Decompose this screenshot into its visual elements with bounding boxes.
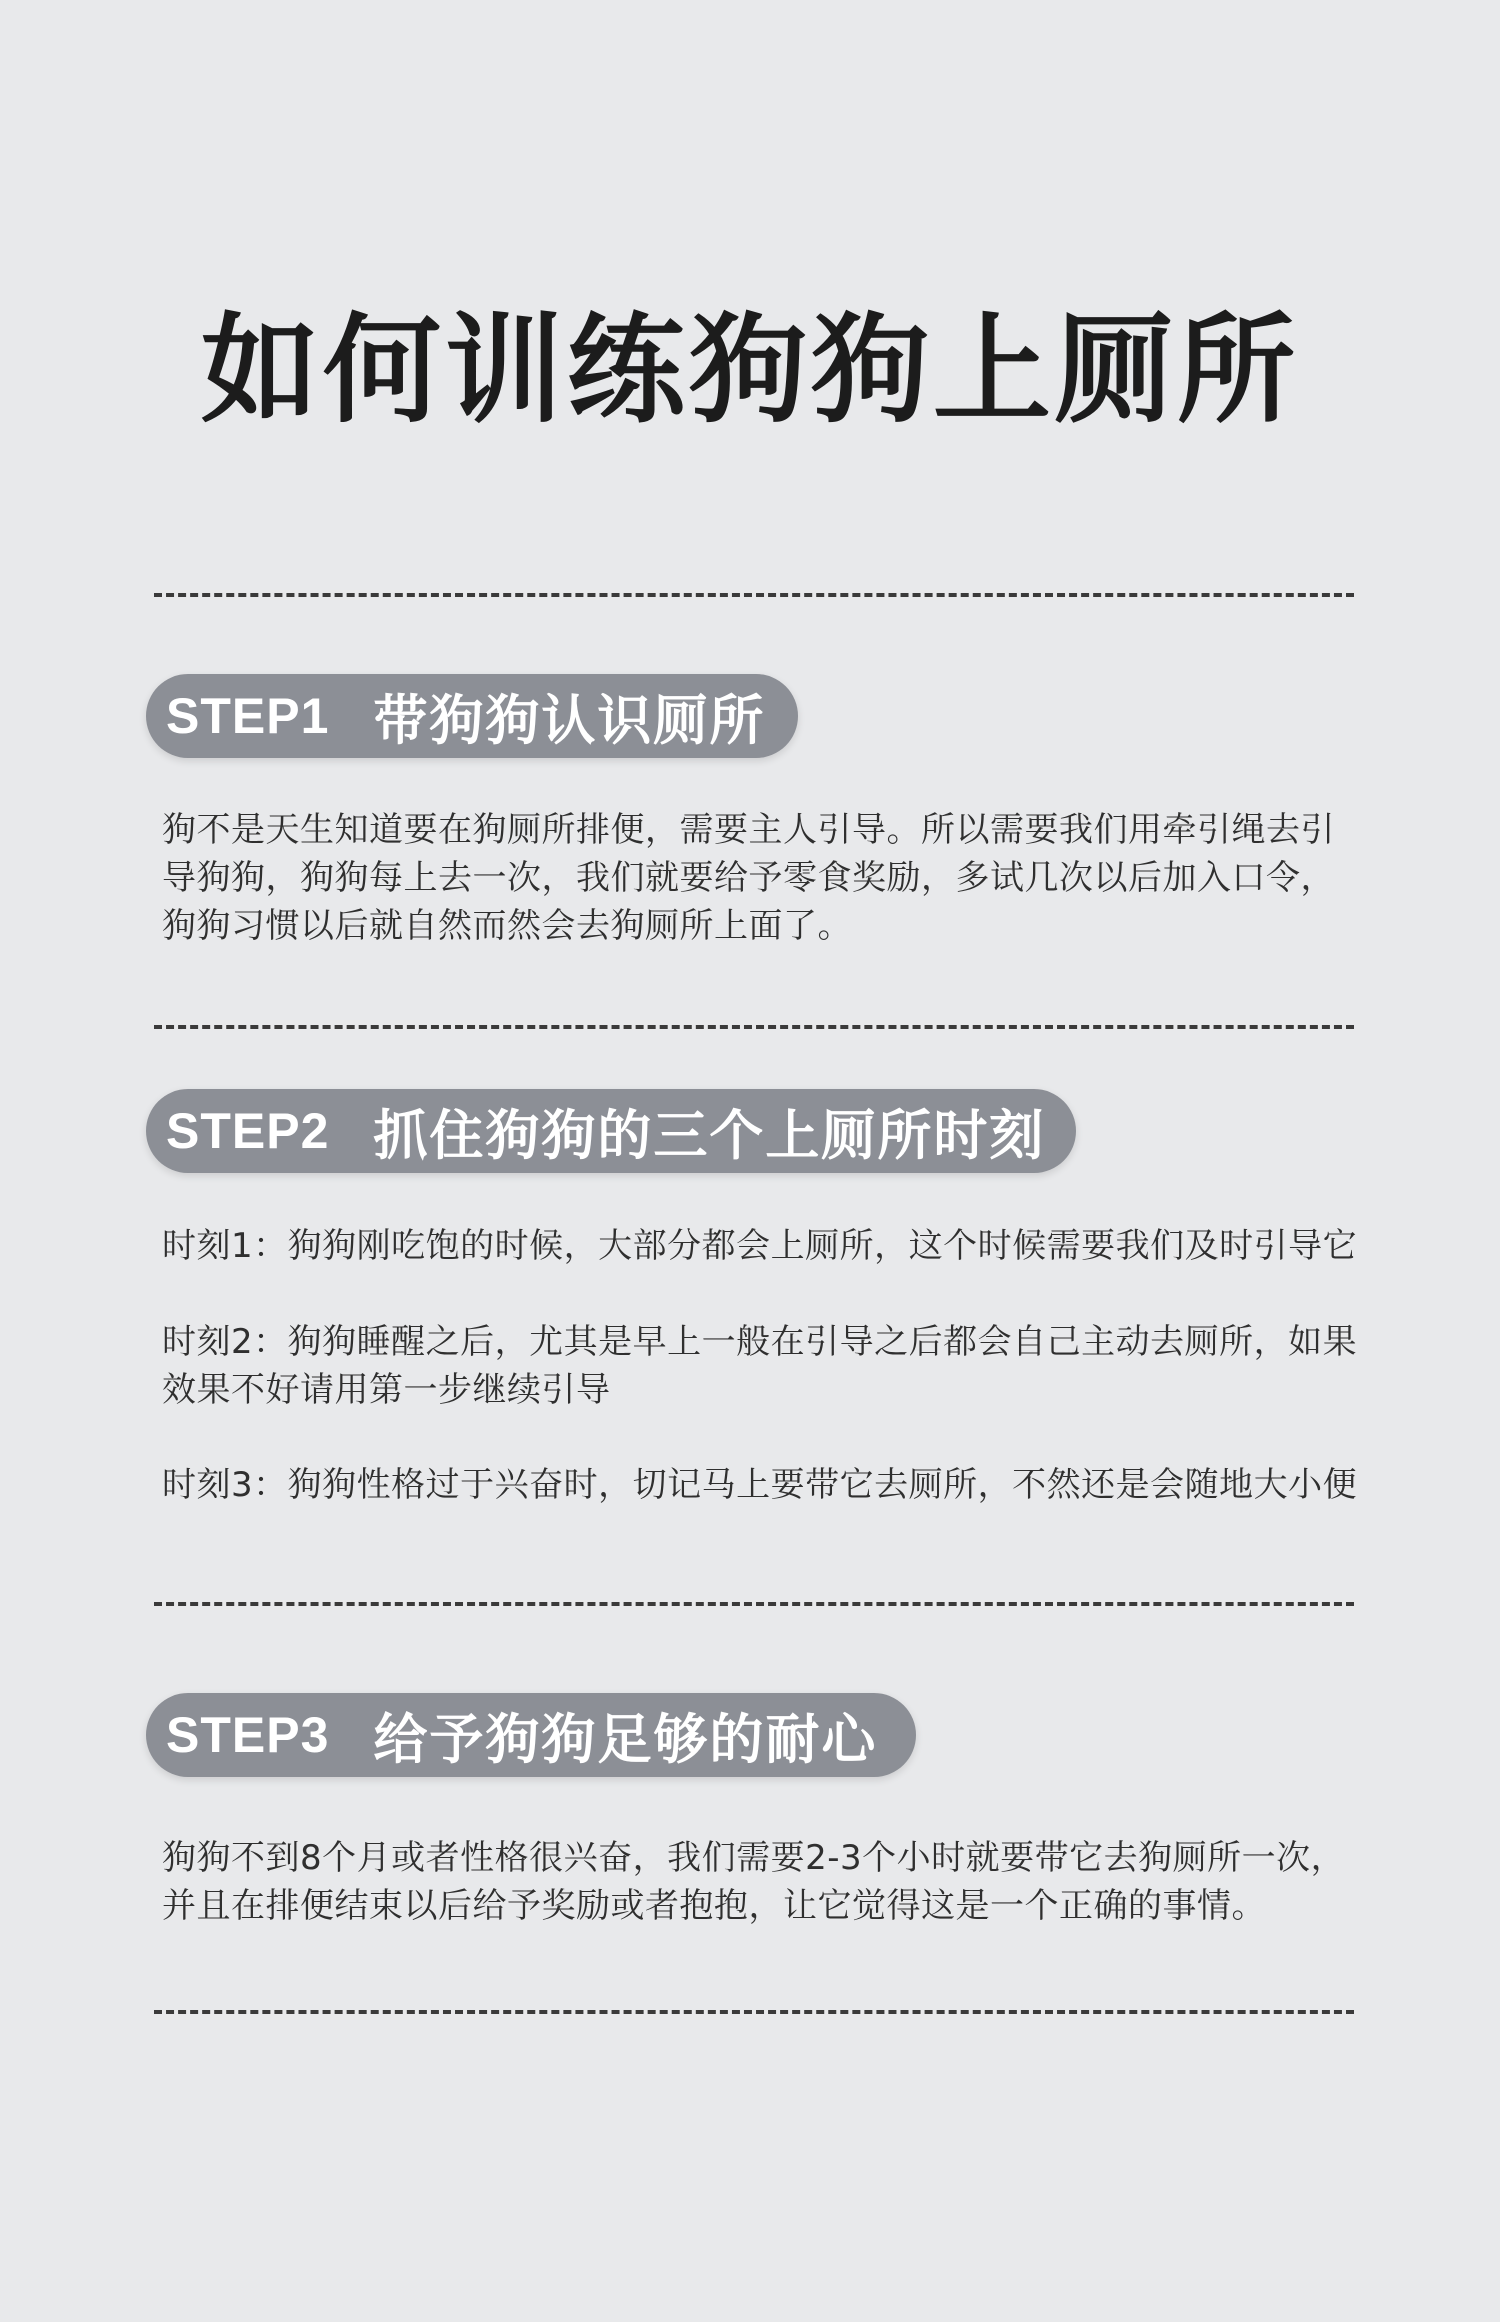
step1-heading: 带狗狗认识厕所 xyxy=(373,688,766,752)
step2-heading: 抓住狗狗的三个上厕所时刻 xyxy=(373,1103,1046,1167)
dashed-divider xyxy=(154,1602,1354,1606)
step1-badge xyxy=(146,674,798,758)
step2-moment-3: 时刻3：狗狗性格过于兴奋时，切记马上要带它去厕所，不然还是会随地大小便 xyxy=(162,1465,1358,1505)
step2-badge xyxy=(146,1089,1076,1173)
step2-moment-2: 时刻2：狗狗睡醒之后，尤其是早上一般在引导之后都会自己主动去厕所，如果效果不好请用第一步继续引导 xyxy=(162,1322,1358,1410)
dashed-divider xyxy=(154,2010,1354,2014)
step2-moment-1: 时刻1：狗狗刚吃饱的时候，大部分都会上厕所，这个时候需要我们及时引导它 xyxy=(162,1226,1358,1266)
dashed-divider xyxy=(154,1025,1354,1029)
step1-paragraph: 狗不是天生知道要在狗厕所排便，需要主人引导。所以需要我们用牵引绳去引导狗狗，狗狗每上去一次，我们就要给予零食奖励，多试几次以后加入口令，狗狗习惯以后就自然而然会去狗厕所上面了。 xyxy=(162,810,1335,946)
page-title: 如何训练狗狗上厕所 xyxy=(200,301,1299,439)
step3-heading: 给予狗狗足够的耐心 xyxy=(373,1707,878,1771)
step3-paragraph: 狗狗不到8个月或者性格很兴奋，我们需要2-3个小时就要带它去狗厕所一次，并且在排便结束以后给予奖励或者抱抱，让它觉得这是一个正确的事情。 xyxy=(162,1838,1346,1926)
dashed-divider xyxy=(154,593,1354,597)
step2-label: STEP2 xyxy=(166,1103,330,1159)
step3-label: STEP3 xyxy=(166,1707,330,1763)
step1-label: STEP1 xyxy=(166,688,330,744)
step3-badge xyxy=(146,1693,916,1777)
